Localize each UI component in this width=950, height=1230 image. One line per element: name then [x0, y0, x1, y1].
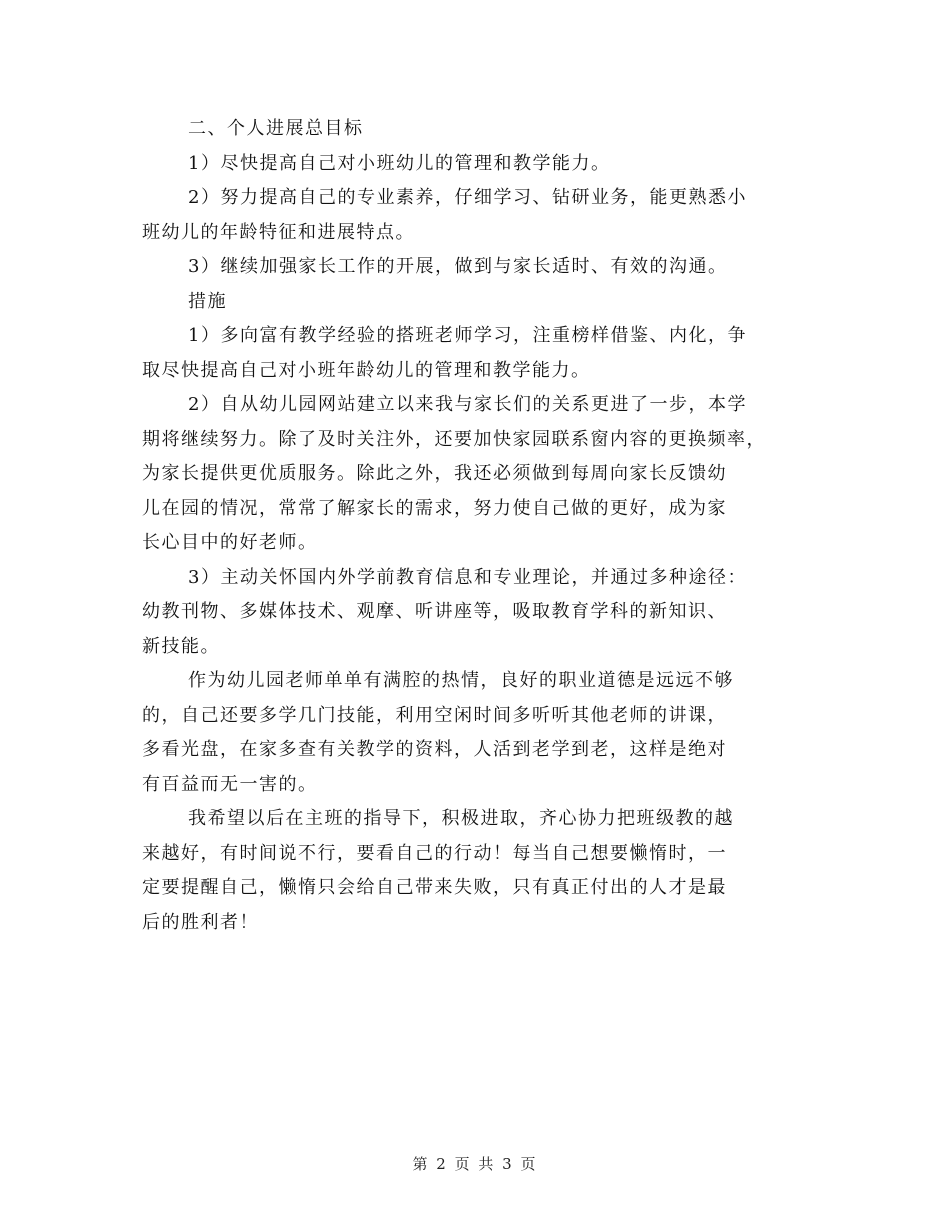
- paragraph-hope-line-1: 我希望以后在主班的指导下，积极进取，齐心协力把班级教的越: [188, 808, 734, 829]
- goal-item-3: 3）继续加强家长工作的开展，做到与家长适时、有效的沟通。: [188, 256, 728, 277]
- measure-item-3-line-2: 幼教刊物、多媒体技术、观摩、听讲座等，吸取教育学科的新知识、: [142, 601, 727, 622]
- measure-item-2-line-1: 2）自从幼儿园网站建立以来我与家长们的关系更进了一步，本学: [188, 394, 747, 415]
- document-body: [142, 112, 808, 940]
- measure-item-3-line-3: 新技能。: [142, 635, 220, 657]
- goal-item-1: 1）尽快提高自己对小班幼儿的管理和教学能力。: [188, 152, 611, 174]
- paragraph-teacher-line-2: 的，自己还要多学几门技能，利用空闲时间多听听其他老师的讲课，: [142, 704, 727, 726]
- paragraph-hope-line-3: 定要提醒自己，懒惰只会给自己带来失败，只有真正付出的人才是最: [142, 877, 727, 898]
- goal-item-2-line-1: 2）努力提高自己的专业素养，仔细学习、钻研业务，能更熟悉小: [188, 187, 747, 208]
- paragraph-hope-line-2: 来越好，有时间说不行，要看自己的行动！每当自己想要懒惰时，一: [142, 842, 727, 864]
- measure-item-1-line-1: 1）多向富有教学经验的搭班老师学习，注重榜样借鉴、内化，争: [188, 325, 747, 346]
- measure-item-3-line-1: 3）主动关怀国内外学前教育信息和专业理论，并通过多种途径：: [188, 566, 747, 588]
- paragraph-hope-line-4: 后的胜利者！: [142, 911, 259, 933]
- measure-item-2-line-3: 为家长提供更优质服务。除此之外，我还必须做到每周向家长反馈幼: [142, 463, 727, 484]
- paragraph-teacher-line-1: 作为幼儿园老师单单有满腔的热情，良好的职业道德是远远不够: [188, 670, 734, 691]
- section-heading-goals: 二、个人进展总目标: [188, 118, 364, 139]
- page-number-footer: 第 2 页 共 3 页: [412, 1155, 538, 1173]
- measure-item-1-line-2: 取尽快提高自己对小班年龄幼儿的管理和教学能力。: [142, 359, 591, 381]
- paragraph-teacher-line-3: 多看光盘，在家多查有关教学的资料，人活到老学到老，这样是绝对: [142, 739, 727, 760]
- measure-item-2-line-5: 长心目中的好老师。: [142, 532, 318, 553]
- goal-item-2-line-2: 班幼儿的年龄特征和进展特点。: [142, 221, 415, 243]
- measure-item-2-line-2: 期将继续努力。除了及时关注外，还要加快家园联系窗内容的更换频率，: [142, 428, 766, 450]
- section-heading-measures: 措施: [188, 290, 227, 312]
- paragraph-teacher-line-4: 有百益而无一害的。: [142, 773, 318, 795]
- measure-item-2-line-4: 儿在园的情况，常常了解家长的需求，努力使自己做的更好，成为家: [142, 497, 727, 519]
